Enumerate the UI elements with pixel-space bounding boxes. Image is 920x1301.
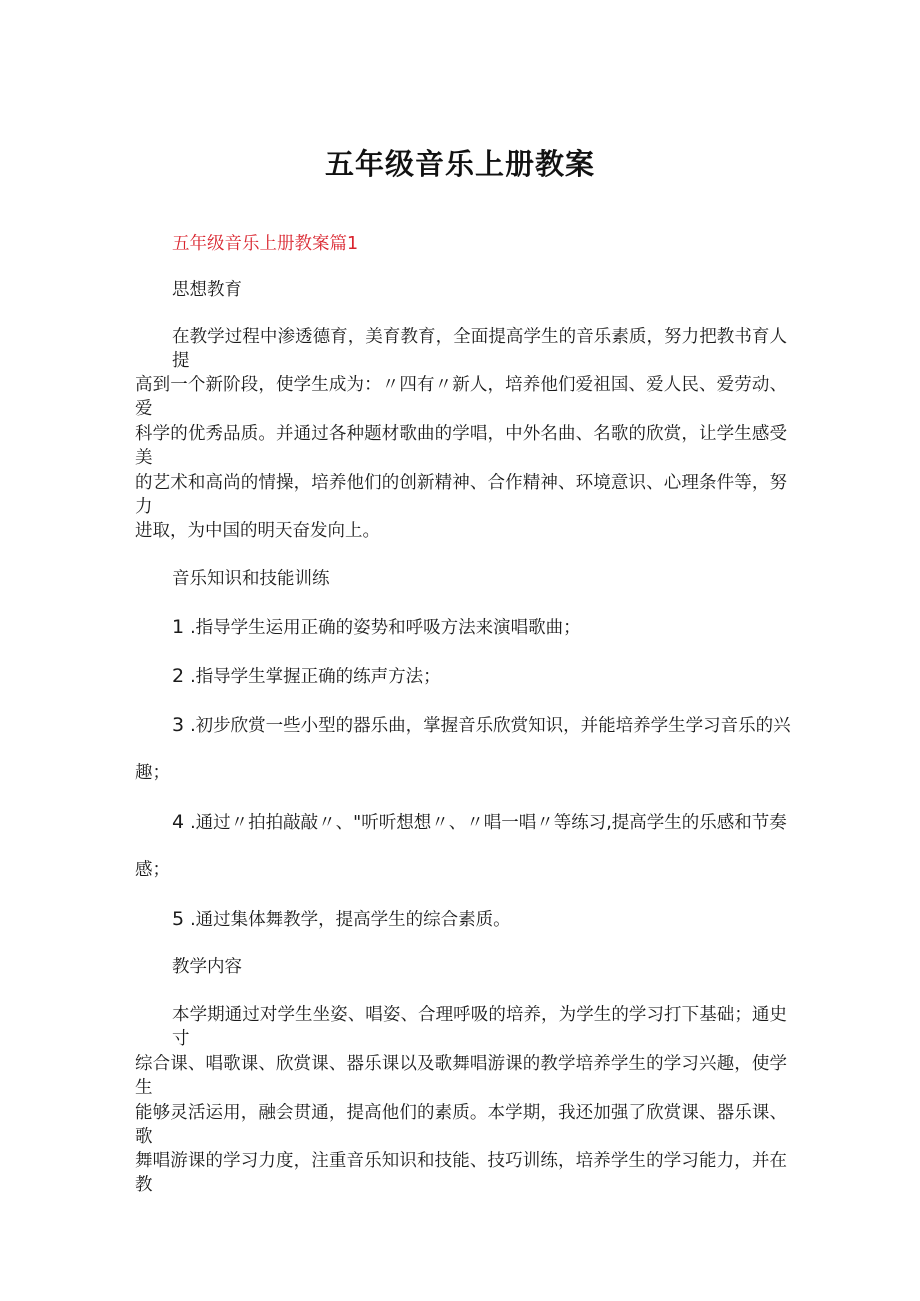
list-item-number: 1 xyxy=(172,616,185,638)
paragraph-line: 本学期通过对学生坐姿、唱姿、合理呼吸的培养，为学生的学习打下基础；通史寸 xyxy=(172,1005,787,1049)
paragraph-line: 在教学过程中渗透德育，美育教育，全面提高学生的音乐素质，努力把教书育人提 xyxy=(172,327,787,371)
paragraph-line: 科学的优秀品质。并通过各种题材歌曲的学唱，中外名曲、名歌的欣赏，让学生感受美 xyxy=(135,424,787,468)
section-subtitle: 五年级音乐上册教案篇1 xyxy=(172,234,359,254)
list-item-text: .指导学生掌握正确的练声方法； xyxy=(190,667,441,687)
list-item xyxy=(172,615,832,640)
paragraph-line: 进取，为中国的明天奋发向上。 xyxy=(135,521,380,541)
list-item-text: .初步欣赏一些小型的器乐曲，掌握音乐欣赏知识，并能培养学生学习音乐的兴 xyxy=(190,716,791,736)
list-item-text: .指导学生运用正确的姿势和呼吸方法来演唱歌曲； xyxy=(190,618,581,638)
list-item-text: .通过〃拍拍敲敲〃、"听听想想〃、〃唱一唱〃等练习,提高学生的乐感和节奏 xyxy=(190,813,787,833)
paragraph-line: 综合课、唱歌课、欣赏课、器乐课以及歌舞唱游课的教学培养学生的学习兴趣，使学生 xyxy=(135,1054,787,1098)
list-item xyxy=(172,907,832,932)
list-item xyxy=(172,664,832,689)
list-item-number: 4 xyxy=(172,811,185,833)
document-title: 五年级音乐上册教案 xyxy=(324,147,595,181)
heading-teaching-content: 教学内容 xyxy=(172,957,242,977)
heading-music-skills: 音乐知识和技能训练 xyxy=(172,569,330,589)
list-item-number: 3 xyxy=(172,714,185,736)
paragraph-line: 能够灵活运用，融会贯通，提高他们的素质。本学期，我还加强了欣赏课、器乐课、歌 xyxy=(135,1103,787,1147)
list-item-text: .通过集体舞教学，提高学生的综合素质。 xyxy=(190,910,511,930)
paragraph-line: 高到一个新阶段，使学生成为：〃四有〃新人，培养他们爱祖国、爱人民、爱劳动、爱 xyxy=(135,375,787,419)
list-item-continuation: 感； xyxy=(135,860,170,880)
list-item-number: 2 xyxy=(172,665,185,687)
list-item xyxy=(172,713,832,738)
list-item xyxy=(172,810,832,835)
list-item-continuation: 趣； xyxy=(135,763,170,783)
list-item-number: 5 xyxy=(172,908,185,930)
paragraph-line: 舞唱游课的学习力度，注重音乐知识和技能、技巧训练，培养学生的学习能力，并在教 xyxy=(135,1151,787,1195)
heading-ideological-education: 思想教育 xyxy=(172,280,242,300)
paragraph-line: 的艺术和高尚的情操，培养他们的创新精神、合作精神、环境意识、心理条件等，努力 xyxy=(135,473,787,517)
